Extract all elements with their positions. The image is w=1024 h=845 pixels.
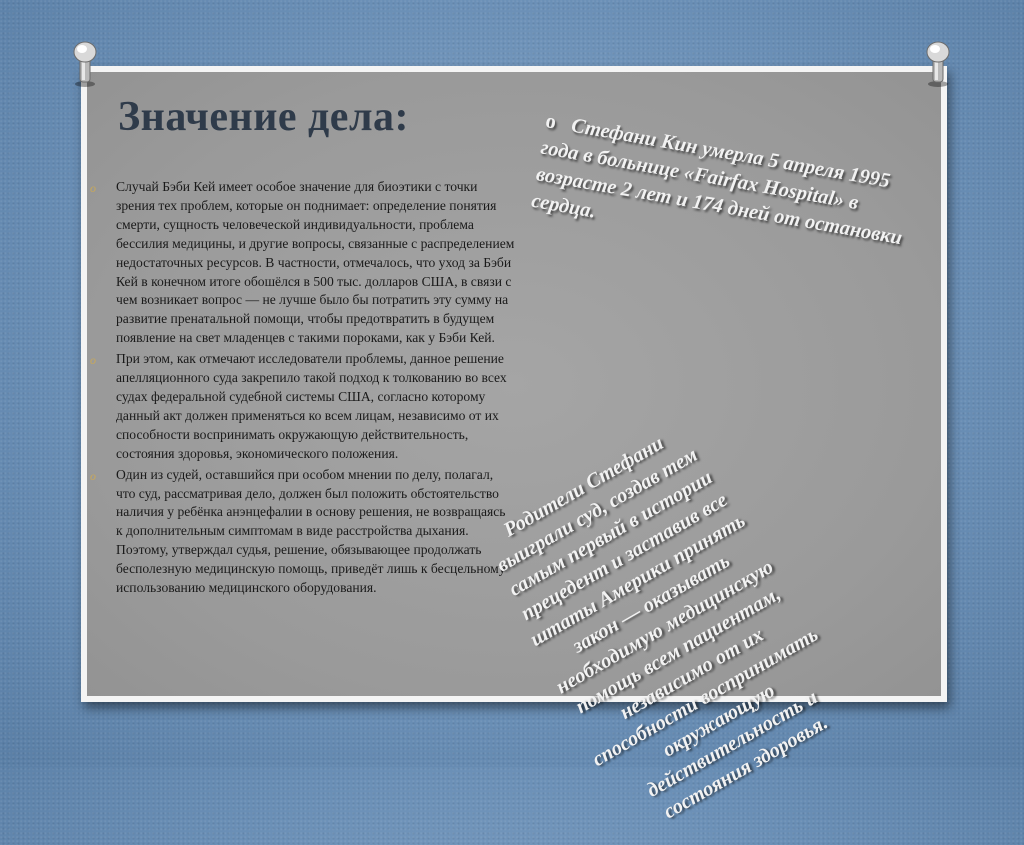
slide-title: Значение дела:	[118, 94, 409, 140]
body-bullet-text: Случай Бэби Кей имеет особое значение для биоэтики с точки зрения тех проблем, которые он поднимает: определение понятия смерти, сущность человеческой индивидуальности, проблема бессилия медицины, и другие вопросы, связанные с распределением недостаточных ресурсов. В частности, отмечалось, что уход за Бэби Кей в конечном итоге обошёлся в 500 тыс. долларов США, в связи с чем возникает вопрос — не лучше было бы потратить эту сумму на развитие пренатальной помощи, чтобы предотвратить в будущем появление на свет младенцев с такими пороками, как у Бэби Кей.	[116, 179, 515, 346]
body-bullet-item	[90, 466, 515, 598]
bullet-marker-icon: o	[90, 468, 96, 483]
side-note-bullet-icon: o	[543, 109, 558, 134]
side-note-precedent: Родители Стефани выиграли суд, создав тем самым первый в истории прецедент и заставив все штаты Америки принять закон — оказывать необходимую медицинскую помощь всем пациентам, независимо от их способности воспринимать окружающую действительность и состояния здоровья.	[493, 432, 832, 824]
bullet-marker-icon: o	[90, 353, 96, 368]
push-pin-right-icon	[920, 40, 956, 88]
body-bullet-text: При этом, как отмечают исследователи проблемы, данное решение апелляционного суда закрепило такой подход к толкованию во всех судах федеральной судебной системы США, согласно которому данный акт должен применяться ко всем лицам, независимо от их способности воспринимать окружающую действительность, состояния здоровья, экономического положения.	[116, 351, 507, 461]
side-note-death-text: Стефани Кин умерла 5 апреля 1995 года в больнице «Fairfax Hospital» в возрасте 2 лет и 174 дней от остановки сердца.	[529, 114, 904, 250]
body-bullet-item	[90, 178, 515, 348]
body-bullet-text: Один из судей, оставшийся при особом мнении по делу, полагал, что суд, рассматривая дело, должен был положить обстоятельство наличия у ребёнка анэнцефалии в основу решения, не возвращаясь к дополнительным симптомам в виде расстройства дыхания. Поэтому, утверждал судья, решение, обязывающее продолжать бесполезную медицинскую помощь, приведёт лишь к бесцельному использованию медицинского оборудования.	[116, 466, 506, 596]
push-pin-left-icon	[67, 40, 103, 88]
bullet-marker-icon: o	[90, 181, 96, 195]
body-bullet-list	[90, 178, 515, 600]
body-bullet-item	[90, 350, 515, 463]
